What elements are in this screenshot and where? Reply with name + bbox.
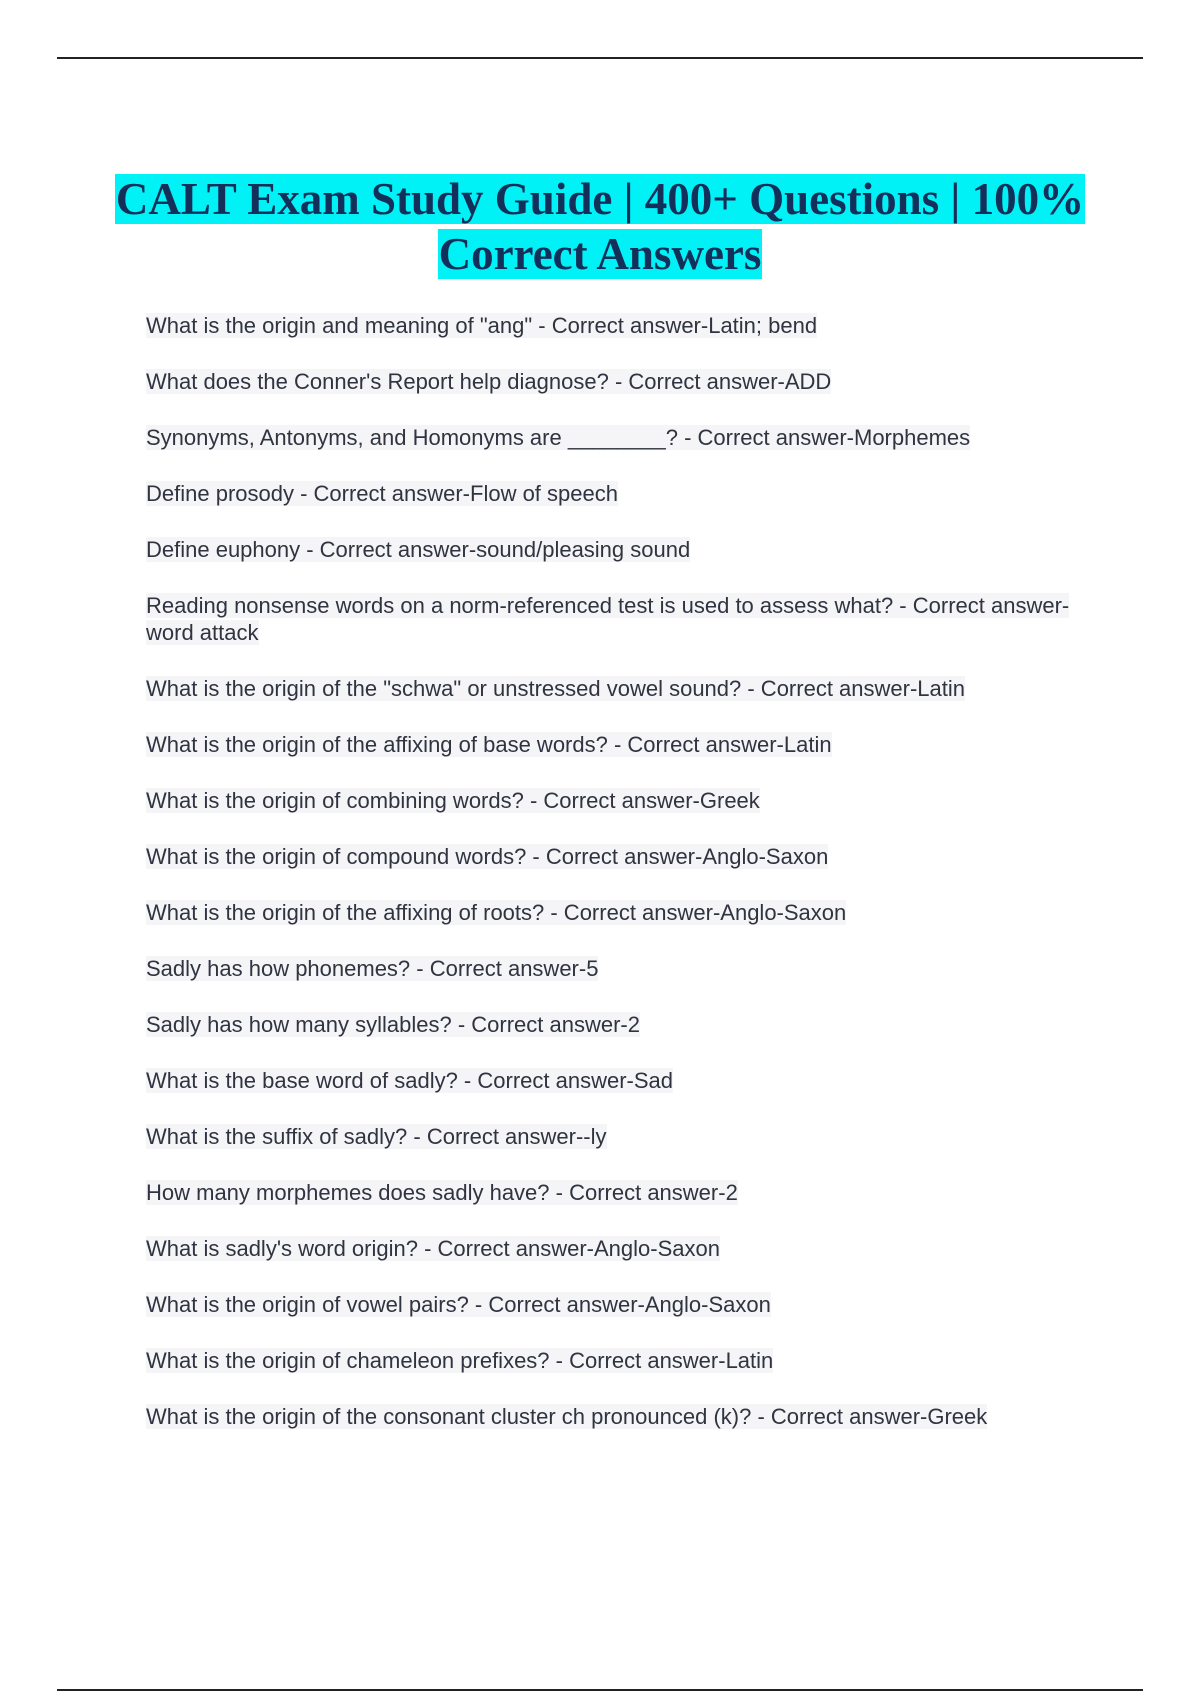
qa-text: What is sadly's word origin? - Correct answer-Anglo-Saxon	[146, 1236, 720, 1261]
qa-text: Synonyms, Antonyms, and Homonyms are ________? - Correct answer-Morphemes	[146, 425, 971, 450]
list-item	[146, 368, 1091, 395]
qa-text: How many morphemes does sadly have? - Correct answer-2	[146, 1180, 738, 1205]
list-item	[146, 1291, 1091, 1318]
list-item	[146, 1179, 1091, 1206]
list-item	[146, 1123, 1091, 1150]
list-item	[146, 787, 1091, 814]
list-item	[146, 899, 1091, 926]
list-item	[146, 1235, 1091, 1262]
qa-text: What is the origin and meaning of "ang" - Correct answer-Latin; bend	[146, 313, 818, 338]
list-item	[146, 1011, 1091, 1038]
qa-text: What is the origin of compound words? - Correct answer-Anglo-Saxon	[146, 844, 829, 869]
list-item	[146, 424, 1091, 451]
qa-text: What is the origin of vowel pairs? - Correct answer-Anglo-Saxon	[146, 1292, 771, 1317]
list-item	[146, 592, 1091, 646]
qa-text: Define prosody - Correct answer-Flow of speech	[146, 481, 618, 506]
document-title-text: CALT Exam Study Guide | 400+ Questions | 100% Correct Answers	[115, 174, 1085, 279]
qa-text: What is the suffix of sadly? - Correct answer--ly	[146, 1124, 607, 1149]
qa-text: Define euphony - Correct answer-sound/pleasing sound	[146, 537, 691, 562]
qa-text: Sadly has how many syllables? - Correct answer-2	[146, 1012, 640, 1037]
qa-text: What is the origin of the consonant cluster ch pronounced (k)? - Correct answer-Greek	[146, 1404, 988, 1429]
list-item	[146, 955, 1091, 982]
list-item	[146, 536, 1091, 563]
qa-text: What is the origin of combining words? - Correct answer-Greek	[146, 788, 760, 813]
bottom-rule	[57, 1689, 1143, 1691]
list-item	[146, 1347, 1091, 1374]
qa-text: What does the Conner's Report help diagnose? - Correct answer-ADD	[146, 369, 832, 394]
list-item	[146, 480, 1091, 507]
qa-text: Sadly has how phonemes? - Correct answer-5	[146, 956, 599, 981]
list-item	[146, 312, 1091, 339]
document-title	[80, 172, 1120, 282]
qa-text: What is the origin of the affixing of roots? - Correct answer-Anglo-Saxon	[146, 900, 847, 925]
qa-text: What is the origin of chameleon prefixes? - Correct answer-Latin	[146, 1348, 774, 1373]
qa-text: What is the origin of the "schwa" or unstressed vowel sound? - Correct answer-Latin	[146, 676, 965, 701]
qa-text: What is the base word of sadly? - Correct answer-Sad	[146, 1068, 674, 1093]
qa-list	[146, 312, 1091, 1459]
list-item	[146, 843, 1091, 870]
list-item	[146, 675, 1091, 702]
list-item	[146, 1403, 1091, 1430]
top-rule	[57, 57, 1143, 59]
list-item	[146, 1067, 1091, 1094]
qa-text: Reading nonsense words on a norm-referenced test is used to assess what? - Correct answer-word attack	[146, 593, 1070, 645]
qa-text: What is the origin of the affixing of base words? - Correct answer-Latin	[146, 732, 832, 757]
list-item	[146, 731, 1091, 758]
